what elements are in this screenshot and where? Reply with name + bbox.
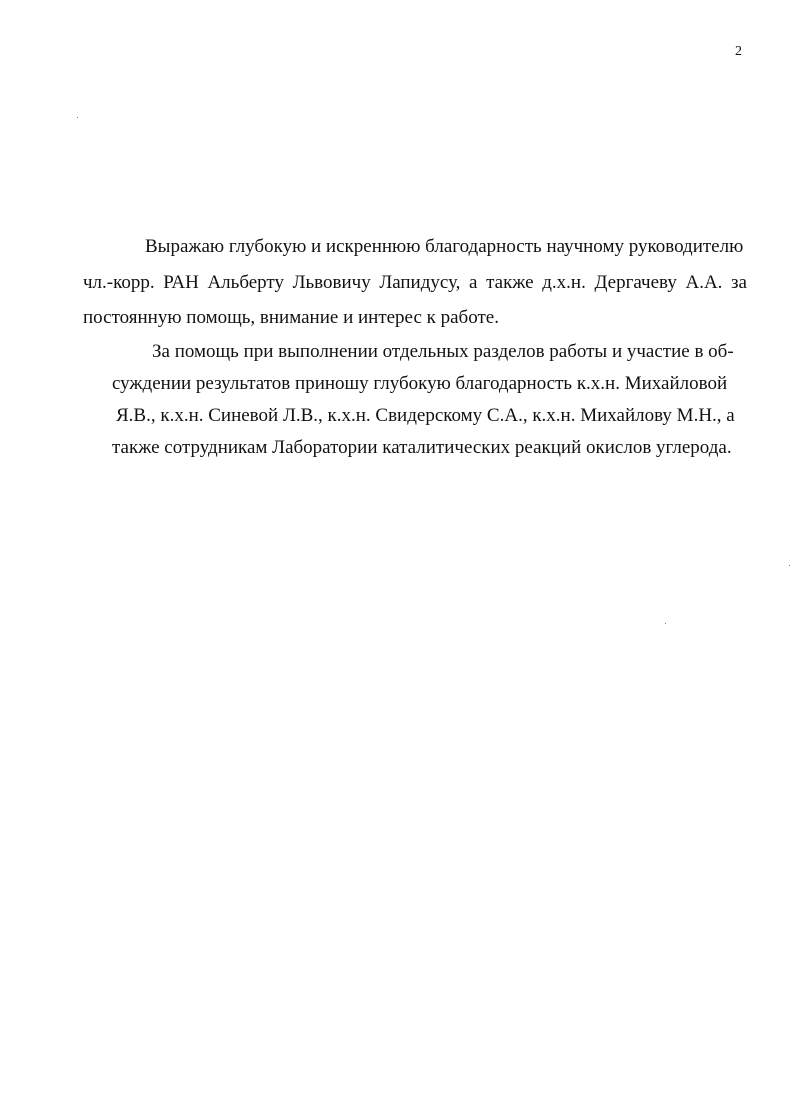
paragraph-line: постоянную помощь, внимание и интерес к работе.: [83, 307, 499, 328]
paragraph-line: Я.В., к.х.н. Синевой Л.В., к.х.н. Свидерскому С.А., к.х.н. Михайлову М.Н., а: [116, 405, 735, 426]
paragraph-line: Выражаю глубокую и искреннюю благодарность научному руководителю: [145, 236, 744, 257]
paragraph-line: За помощь при выполнении отдельных разделов работы и участие в об-: [152, 341, 734, 362]
paragraph-line: суждении результатов приношу глубокую благодарность к.х.н. Михайловой: [112, 373, 728, 394]
paragraph-line: также сотрудникам Лаборатории каталитических реакций окислов углерода.: [112, 437, 732, 458]
scan-speck: [77, 117, 78, 118]
page-number: 2: [735, 44, 742, 59]
scan-speck: [665, 623, 666, 624]
paragraph-line: чл.-корр. РАН Альберту Львовичу Лапидусу, а также д.х.н. Дергачеву А.А. за: [83, 272, 747, 293]
scan-speck: [789, 565, 790, 566]
